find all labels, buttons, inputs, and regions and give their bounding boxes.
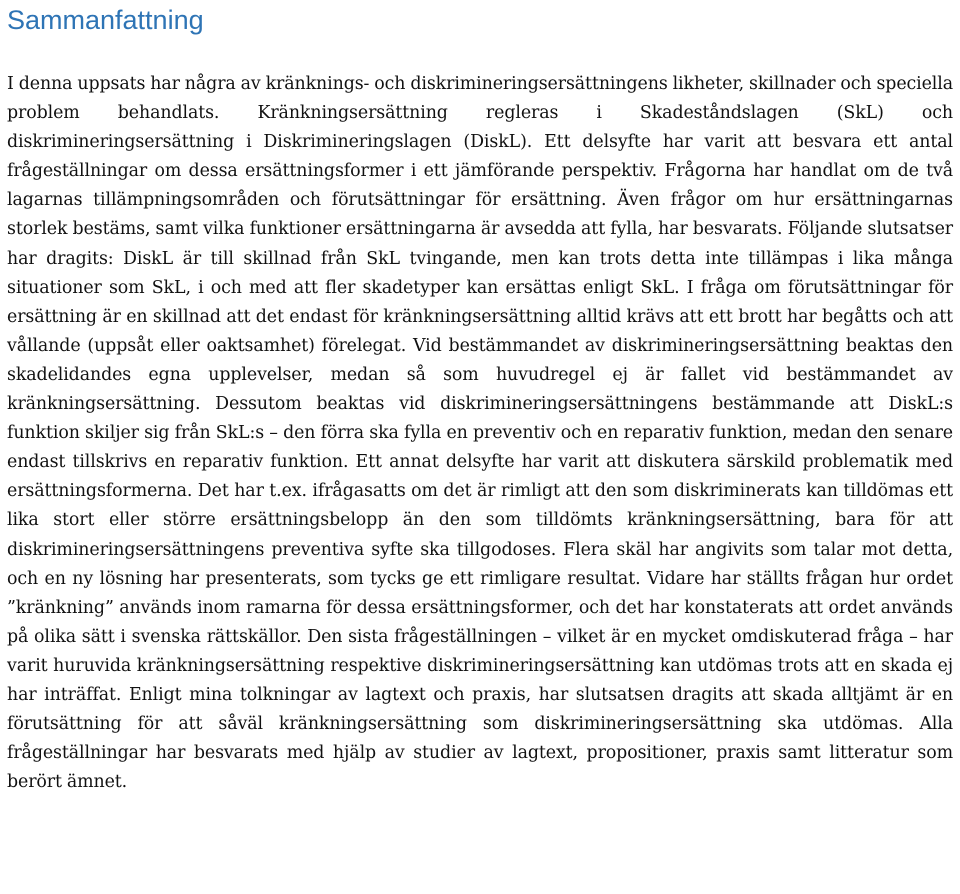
document-page [7,0,953,797]
summary-paragraph: I denna uppsats har några av kränknings- och diskrimineringsersättningens likheter, skillnader och speciella problem behandlats. Kränkningsersättning regleras i Skadeståndslagen (SkL) och diskrimineringsersättning i Diskrimineringslagen (DiskL). Ett delsyfte har varit att besvara ett antal frågeställningar om dessa ersättningsformer i ett jämförande perspektiv. Frågorna har handlat om de två lagarnas tillämpningsområden och förutsättningar för ersättning. Även frågor om hur ersättningarnas storlek bestäms, samt vilka funktioner ersättningarna är avsedda att fylla, har besvarats. Följande slutsatser har dragits: DiskL är till skillnad från SkL tvingande, men kan trots detta inte tillämpas i lika många situationer som SkL, i och med att fler skadetyper kan ersättas enligt SkL. I fråga om förutsättningar för ersättning är en skillnad att det endast för kränkningsersättning alltid krävs att ett brott har begåtts och att vållande (uppsåt eller oaktsamhet) förelegat. Vid bestämmandet av diskrimineringsersättning beaktas den skadelidandes egna upplevelser, medan så som huvudregel ej är fallet vid bestämmandet av kränkningsersättning. Dessutom beaktas vid diskrimineringsersättningens bestämmande att DiskL:s funktion skiljer sig från SkL:s – den förra ska fylla en preventiv och en reparativ funktion, medan den senare endast tillskrivs en reparativ funktion. Ett annat delsyfte har varit att diskutera särskild problematik med ersättningsformerna. Det har t.ex. ifrågasatts om det är rimligt att den som diskriminerats kan tilldömas ett lika stort eller större ersättningsbelopp än den som tilldömts kränkningsersättning, bara för att diskrimineringsersättningens preventiva syfte ska tillgodoses. Flera skäl har angivits som talar mot detta, och en ny lösning har presenterats, som tycks ge ett rimligare resultat. Vidare har ställts frågan hur ordet ”kränkning” används inom ramarna för dessa ersättningsformer, och det har konstaterats att ordet används på olika sätt i svenska rättskällor. Den sista frågeställningen – vilket är en mycket omdiskuterad fråga – har varit huruvida kränkningsersättning respektive diskrimineringsersättning kan utdömas trots att en skada ej har inträffat. Enligt mina tolkningar av lagtext och praxis, har slutsatsen dragits att skada alltjämt är en förutsättning för att såväl kränkningsersättning som diskrimineringsersättning ska utdömas. Alla frågeställningar har besvarats med hjälp av studier av lagtext, propositioner, praxis samt litteratur som berört ämnet. [7,74,953,793]
section-heading: Sammanfattning [7,5,204,35]
